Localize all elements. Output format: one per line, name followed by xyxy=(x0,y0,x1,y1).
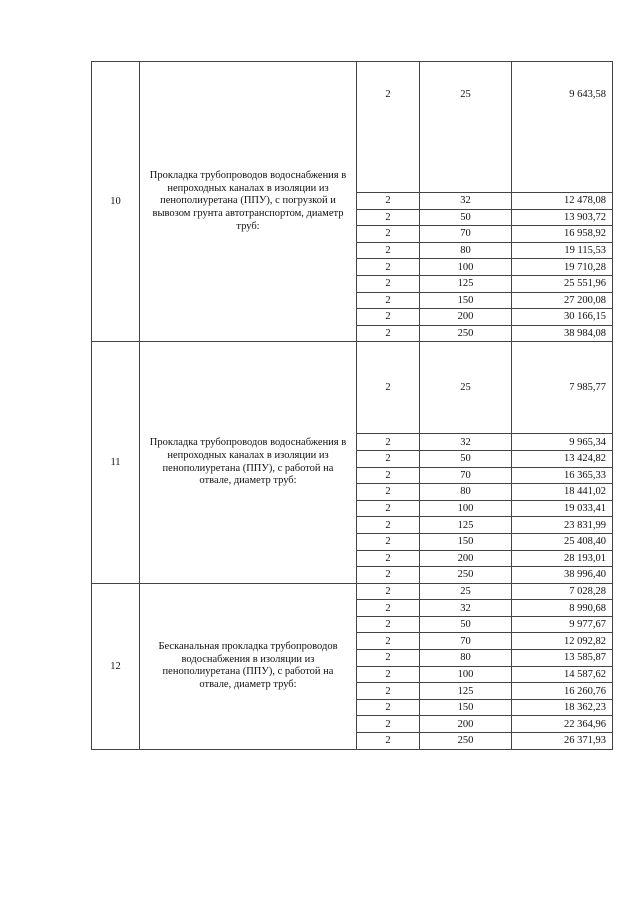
quantity-cell: 2 xyxy=(357,342,420,434)
quantity-cell: 2 xyxy=(357,716,420,733)
diameter-cell: 32 xyxy=(420,193,512,210)
price-cell: 7 985,77 xyxy=(512,342,613,434)
price-cell: 16 260,76 xyxy=(512,683,613,700)
price-cell: 18 362,23 xyxy=(512,699,613,716)
price-cell: 25 408,40 xyxy=(512,533,613,550)
price-table xyxy=(91,61,613,750)
price-cell: 38 984,08 xyxy=(512,325,613,342)
diameter-cell: 50 xyxy=(420,616,512,633)
diameter-cell: 150 xyxy=(420,533,512,550)
diameter-cell: 25 xyxy=(420,62,512,193)
quantity-cell: 2 xyxy=(357,600,420,617)
diameter-cell: 70 xyxy=(420,226,512,243)
item-description: Прокладка трубопроводов водоснабжения в непроходных каналах в изоляции из пенополиуретана (ППУ), с работой на отвале, диаметр труб: xyxy=(140,342,357,583)
quantity-cell: 2 xyxy=(357,242,420,259)
diameter-cell: 200 xyxy=(420,550,512,567)
price-cell: 13 903,72 xyxy=(512,209,613,226)
diameter-cell: 150 xyxy=(420,292,512,309)
quantity-cell: 2 xyxy=(357,309,420,326)
price-cell: 25 551,96 xyxy=(512,275,613,292)
quantity-cell: 2 xyxy=(357,567,420,584)
price-cell: 13 424,82 xyxy=(512,450,613,467)
item-number: 11 xyxy=(92,342,140,583)
price-cell: 16 365,33 xyxy=(512,467,613,484)
diameter-cell: 80 xyxy=(420,650,512,667)
quantity-cell: 2 xyxy=(357,650,420,667)
quantity-cell: 2 xyxy=(357,275,420,292)
diameter-cell: 125 xyxy=(420,683,512,700)
quantity-cell: 2 xyxy=(357,616,420,633)
quantity-cell: 2 xyxy=(357,666,420,683)
item-number: 12 xyxy=(92,583,140,749)
diameter-cell: 200 xyxy=(420,309,512,326)
price-cell: 19 033,41 xyxy=(512,500,613,517)
price-cell: 12 478,08 xyxy=(512,193,613,210)
table-row xyxy=(92,583,613,600)
quantity-cell: 2 xyxy=(357,583,420,600)
diameter-cell: 250 xyxy=(420,733,512,750)
quantity-cell: 2 xyxy=(357,62,420,193)
price-cell: 23 831,99 xyxy=(512,517,613,534)
quantity-cell: 2 xyxy=(357,500,420,517)
quantity-cell: 2 xyxy=(357,450,420,467)
diameter-cell: 32 xyxy=(420,434,512,451)
diameter-cell: 125 xyxy=(420,517,512,534)
diameter-cell: 25 xyxy=(420,583,512,600)
quantity-cell: 2 xyxy=(357,550,420,567)
price-cell: 38 996,40 xyxy=(512,567,613,584)
price-table-body xyxy=(92,62,613,750)
diameter-cell: 100 xyxy=(420,666,512,683)
diameter-cell: 250 xyxy=(420,325,512,342)
price-cell: 12 092,82 xyxy=(512,633,613,650)
item-description: Бесканальная прокладка трубопроводов водоснабжения в изоляции из пенополиуретана (ППУ), с работой на отвале, диаметр труб: xyxy=(140,583,357,749)
quantity-cell: 2 xyxy=(357,325,420,342)
price-cell: 18 441,02 xyxy=(512,484,613,501)
item-description: Прокладка трубопроводов водоснабжения в непроходных каналах в изоляции из пенополиуретана (ППУ), с погрузкой и вывозом грунта автотранспортом, диаметр труб: xyxy=(140,62,357,342)
quantity-cell: 2 xyxy=(357,434,420,451)
price-cell: 9 643,58 xyxy=(512,62,613,193)
price-cell: 22 364,96 xyxy=(512,716,613,733)
item-number: 10 xyxy=(92,62,140,342)
price-cell: 8 990,68 xyxy=(512,600,613,617)
quantity-cell: 2 xyxy=(357,259,420,276)
diameter-cell: 150 xyxy=(420,699,512,716)
diameter-cell: 80 xyxy=(420,242,512,259)
table-row xyxy=(92,62,613,193)
price-cell: 13 585,87 xyxy=(512,650,613,667)
price-cell: 16 958,92 xyxy=(512,226,613,243)
quantity-cell: 2 xyxy=(357,633,420,650)
price-cell: 14 587,62 xyxy=(512,666,613,683)
diameter-cell: 25 xyxy=(420,342,512,434)
price-cell: 19 710,28 xyxy=(512,259,613,276)
table-row xyxy=(92,342,613,434)
diameter-cell: 70 xyxy=(420,633,512,650)
price-cell: 9 965,34 xyxy=(512,434,613,451)
price-cell: 26 371,93 xyxy=(512,733,613,750)
diameter-cell: 50 xyxy=(420,209,512,226)
quantity-cell: 2 xyxy=(357,484,420,501)
diameter-cell: 100 xyxy=(420,500,512,517)
diameter-cell: 250 xyxy=(420,567,512,584)
diameter-cell: 50 xyxy=(420,450,512,467)
diameter-cell: 100 xyxy=(420,259,512,276)
diameter-cell: 32 xyxy=(420,600,512,617)
quantity-cell: 2 xyxy=(357,733,420,750)
quantity-cell: 2 xyxy=(357,193,420,210)
price-cell: 30 166,15 xyxy=(512,309,613,326)
price-cell: 19 115,53 xyxy=(512,242,613,259)
price-cell: 27 200,08 xyxy=(512,292,613,309)
quantity-cell: 2 xyxy=(357,699,420,716)
diameter-cell: 70 xyxy=(420,467,512,484)
diameter-cell: 200 xyxy=(420,716,512,733)
quantity-cell: 2 xyxy=(357,209,420,226)
quantity-cell: 2 xyxy=(357,292,420,309)
price-cell: 7 028,28 xyxy=(512,583,613,600)
quantity-cell: 2 xyxy=(357,467,420,484)
diameter-cell: 80 xyxy=(420,484,512,501)
price-cell: 28 193,01 xyxy=(512,550,613,567)
price-cell: 9 977,67 xyxy=(512,616,613,633)
quantity-cell: 2 xyxy=(357,533,420,550)
diameter-cell: 125 xyxy=(420,275,512,292)
quantity-cell: 2 xyxy=(357,683,420,700)
quantity-cell: 2 xyxy=(357,226,420,243)
quantity-cell: 2 xyxy=(357,517,420,534)
